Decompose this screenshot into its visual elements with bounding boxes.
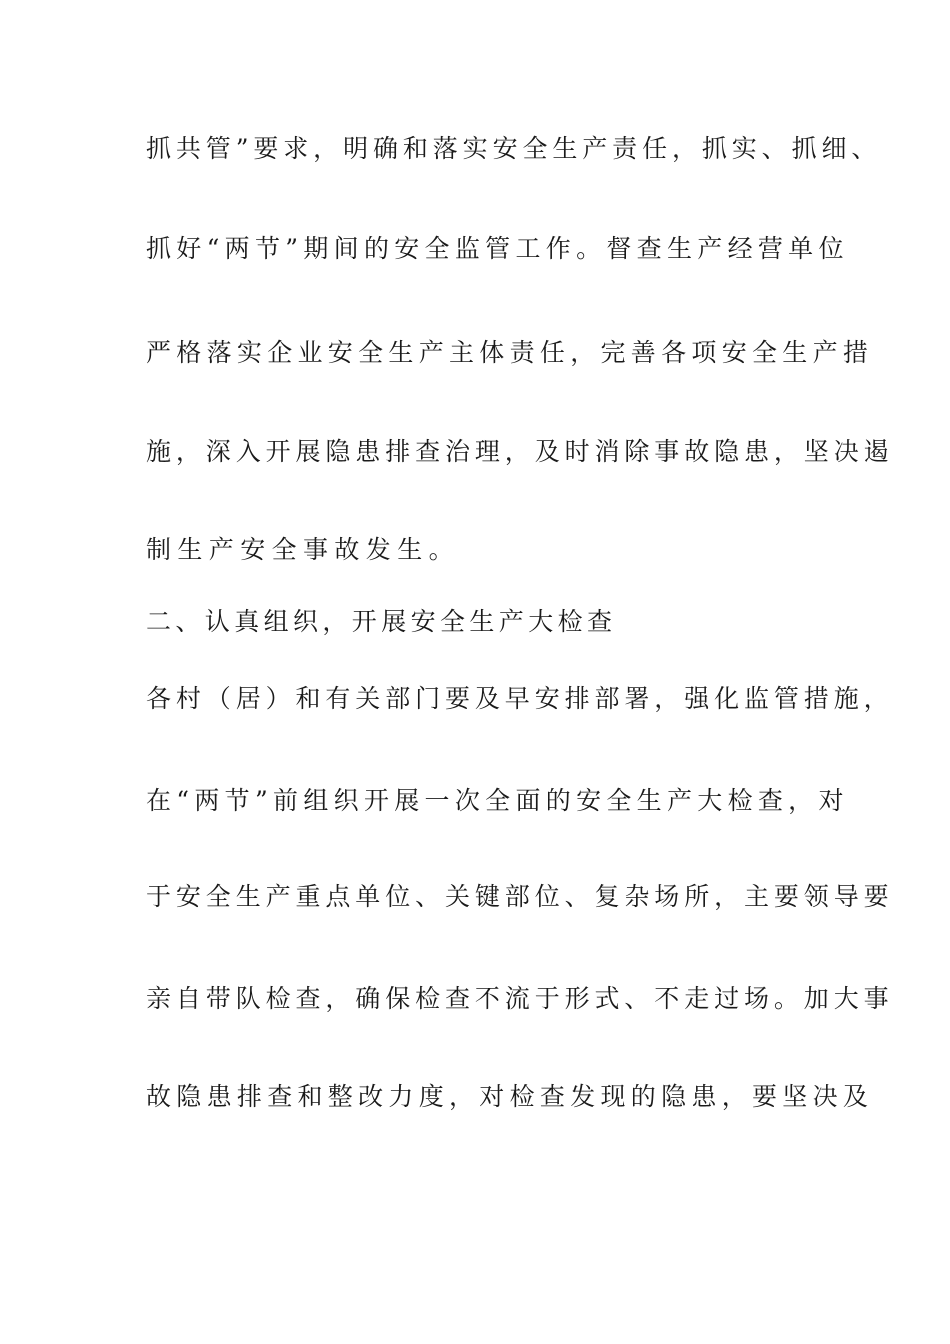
paragraph-line: 制生产安全事故发生。	[146, 535, 461, 564]
paragraph-line: 故隐患排查和整改力度，对检查发现的隐患，要坚决及	[146, 1082, 874, 1111]
paragraph-line: 施，深入开展隐患排查治理，及时消除事故隐患，坚决遏	[146, 437, 894, 466]
paragraph-line: 在“两节”前组织开展一次全面的安全生产大检查，对	[146, 786, 849, 815]
paragraph-line: 于安全生产重点单位、关键部位、复杂场所，主要领导要	[146, 882, 894, 911]
paragraph-line: 亲自带队检查，确保检查不流于形式、不走过场。加大事	[146, 984, 894, 1013]
paragraph-line: 严格落实企业安全生产主体责任，完善各项安全生产措	[146, 338, 874, 367]
paragraph-line: 抓好“两节”期间的安全监管工作。督查生产经营单位	[146, 234, 849, 263]
section-heading: 二、认真组织，开展安全生产大检查	[146, 607, 617, 636]
paragraph-line: 各村（居）和有关部门要及早安排部署，强化监管措施，	[146, 684, 894, 713]
paragraph-line: 抓共管”要求，明确和落实安全生产责任，抓实、抓细、	[146, 134, 882, 163]
